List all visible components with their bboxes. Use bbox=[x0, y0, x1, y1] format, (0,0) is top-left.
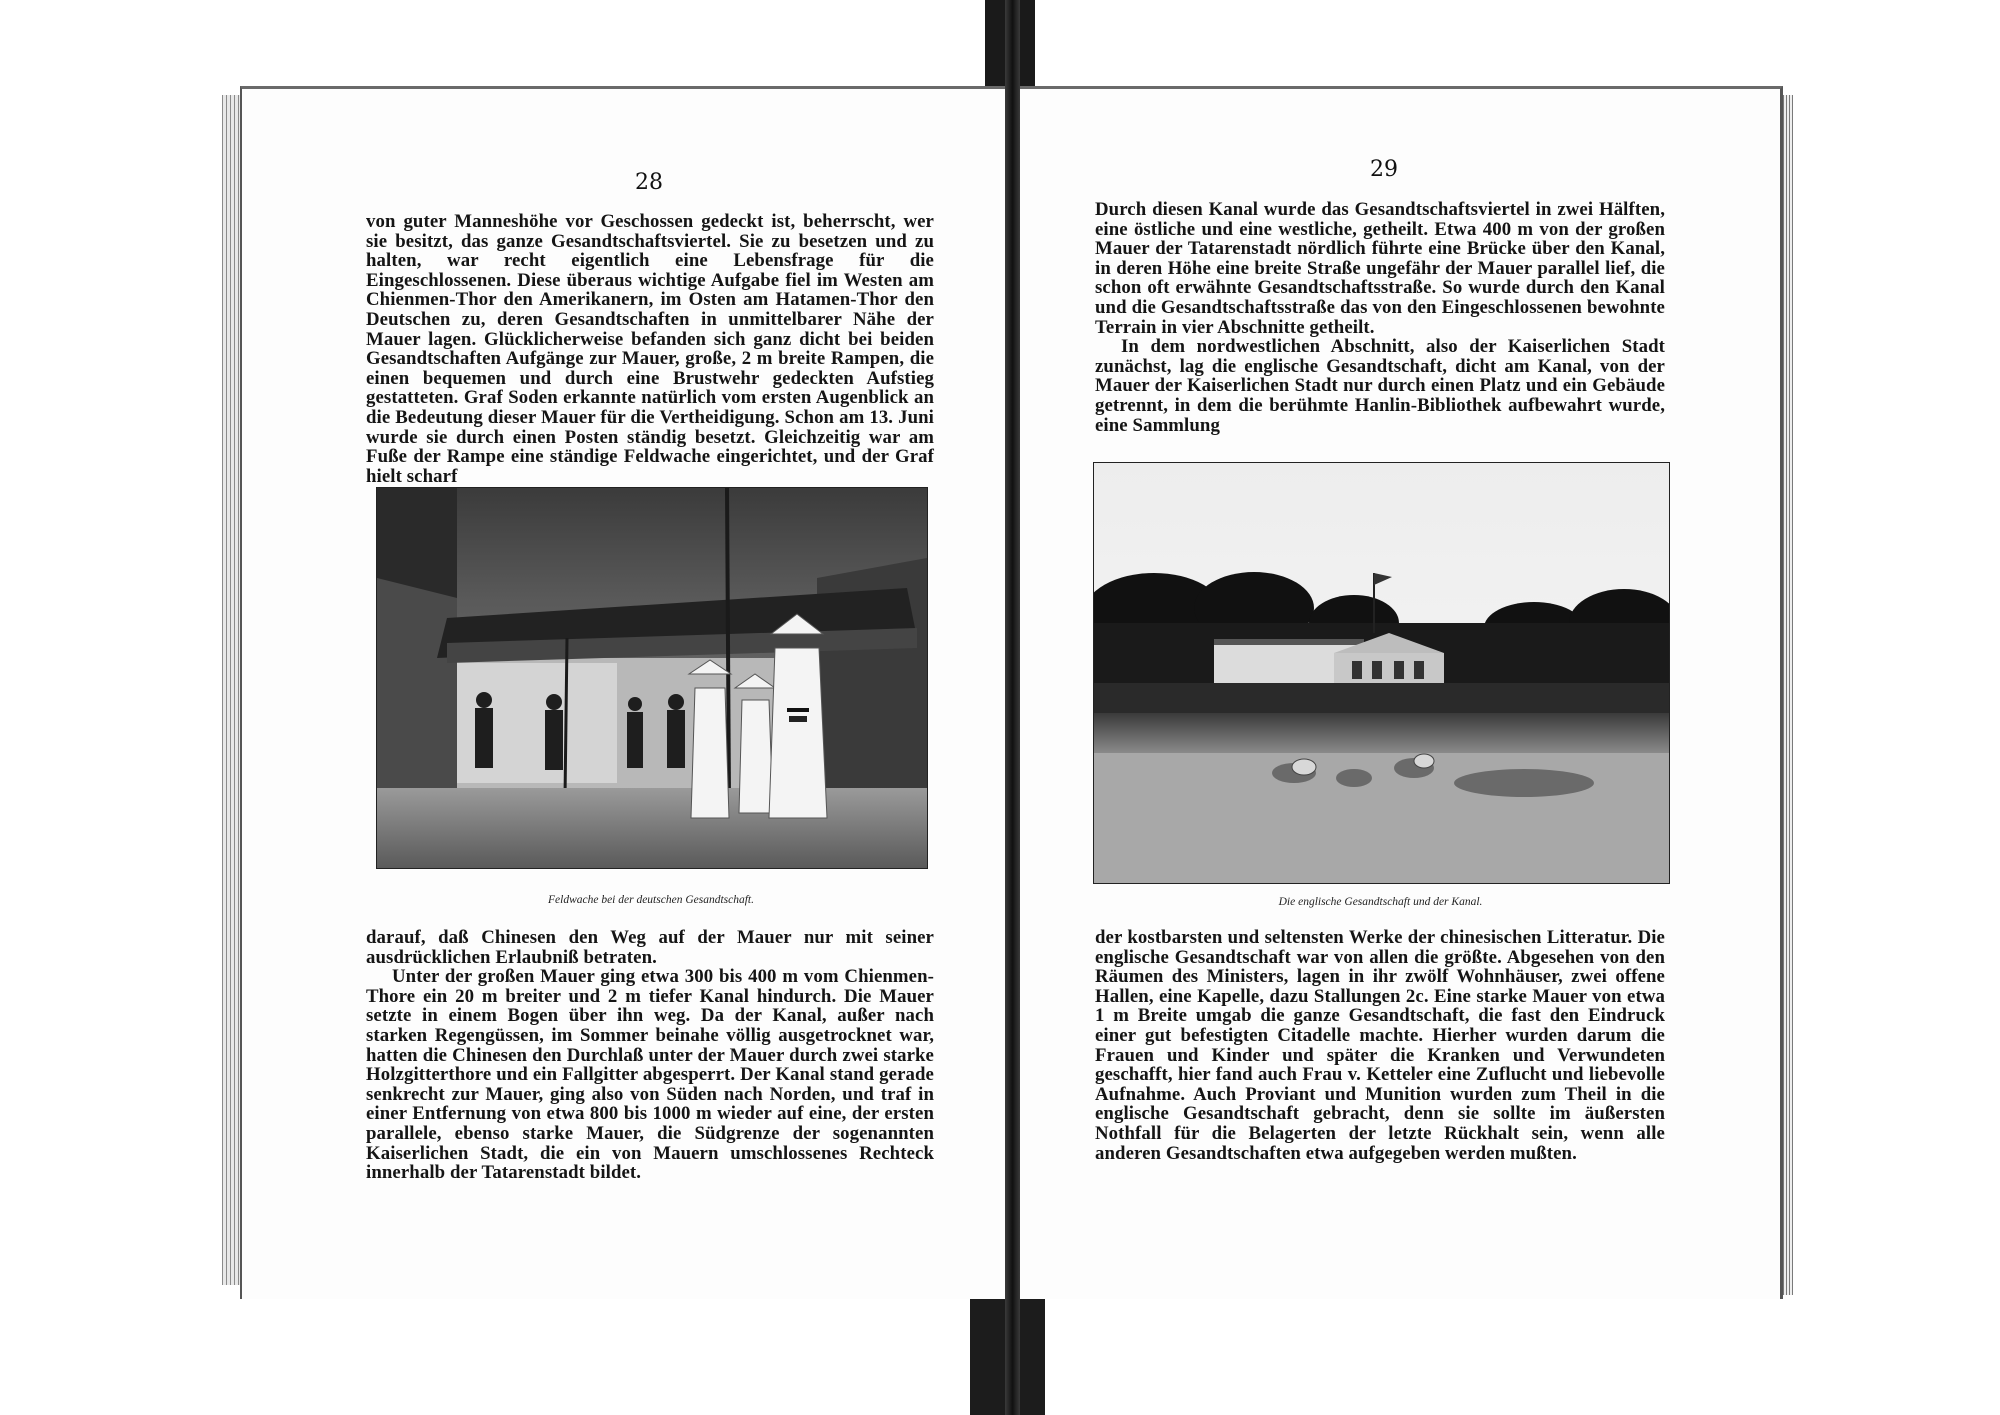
paragraph: darauf, daß Chinesen den Weg auf der Mauer nur mit seiner ausdrücklichen Erlaubniß betraten. bbox=[366, 927, 934, 968]
photo-field-guard bbox=[376, 487, 928, 869]
figure-caption-right: Die englische Gesandtschaft und der Kanal. bbox=[1278, 896, 1483, 908]
paragraph: Durch diesen Kanal wurde das Gesandtschaftsviertel in zwei Hälften, eine östliche und eine westliche, getheilt. Etwa 400 m von der großen Mauer der Tatarenstadt nördlich führte eine Brücke über den Kanal, in deren Höhe eine breite Straße ungefähr der Mauer parallel lief, die schon oft erwähnte Gesandtschaftsstraße. So wurde durch den Kanal und die Gesandtschaftsstraße das von den Eingeschlossenen bewohnte Terrain in vier Abschnitte getheilt. bbox=[1095, 199, 1665, 338]
paragraph: In dem nordwestlichen Abschnitt, also der Kaiserlichen Stadt zunächst, lag die englische Gesandtschaft, dicht am Kanal, von der Mauer der Kaiserlichen Stadt nur durch einen Platz und ein Gebäude getrennt, in dem die berühmte Hanlin-Bibliothek aufbewahrt wurde, eine Sammlung bbox=[1095, 336, 1665, 436]
book-spine bbox=[1005, 0, 1020, 1415]
page-number-right: 29 bbox=[1370, 157, 1398, 182]
page-stack-edge bbox=[222, 95, 240, 1285]
paragraph: der kostbarsten und seltensten Werke der chinesischen Litteratur. Die englische Gesandtschaft war von allen die größte. Abgesehen von den Räumen des Ministers, lagen in ihr zwölf Wohnhäuser, zwei offene Hallen, eine Kapelle, dazu Stallungen 2c. Eine starke Mauer von etwa 1 m Breite umgab die ganze Gesandtschaft, die fast den Eindruck einer gut befestigten Citadelle machte. Hierher wurden darum die Frauen und Kinder und später die Kranken und Verwundeten geschafft, hier fand auch Frau v. Ketteler eine Zuflucht und liebevolle Aufnahme. Auch Proviant und Munition wurden zum Theil in die englische Gesandtschaft gebracht, denn sie sollte im äußersten Nothfall für die Belagerten der letzte Rückhalt sein, wenn alle anderen Gesandtschaften etwa aufgegeben werden mußten. bbox=[1095, 927, 1665, 1164]
page-number-left: 28 bbox=[635, 170, 663, 195]
right-page-edge bbox=[1783, 95, 1793, 1295]
right-text-top bbox=[1095, 200, 1665, 435]
paragraph: Unter der großen Mauer ging etwa 300 bis 400 m vom Chienmen-Thore ein 20 m breiter und 2 m tiefer Kanal hindurch. Die Mauer setzte in einem Bogen über ihn weg. Da der Kanal, außer nach starken Regengüssen, im Sommer beinahe völlig ausgetrocknet war, hatten die Chinesen den Durchlaß unter der Mauer durch zwei starke Holzgitterthore und ein Fallgitter abgesperrt. Der Kanal stand gerade senkrecht zur Mauer, ging also von Süden nach Norden, und traf in einer Entfernung von etwa 800 bis 1000 m wieder auf eine, der ersten parallele, ebenso starke Mauer, die Südgrenze der sogenannten Kaiserlichen Stadt, die ein von Mauern umschlossenes Rechteck innerhalb der Tatarenstadt bildet. bbox=[366, 966, 934, 1184]
right-text-bottom bbox=[1095, 928, 1665, 1163]
left-text-top bbox=[366, 212, 934, 486]
photo-english-legation bbox=[1093, 462, 1670, 884]
paragraph: von guter Manneshöhe vor Geschossen gedeckt ist, beherrscht, wer sie besitzt, das ganze Gesandtschaftsviertel. Sie zu besetzen und zu halten, war recht eigentlich eine Lebensfrage für die Eingeschlossenen. Diese überaus wichtige Aufgabe fiel im Westen am Chienmen-Thor den Amerikanern, im Osten am Hatamen-Thor den Deutschen zu, deren Gesandtschaften in unmittelbarer Nähe der Mauer lagen. Glücklicherweise befanden sich ganz dicht bei beiden Gesandtschaften Aufgänge zur Mauer, große, 2 m breite Rampen, die einen bequemen und durch eine Brustwehr gedeckten Aufstieg gestatteten. Graf Soden erkannte natürlich vom ersten Augenblick an die Bedeutung dieser Mauer für die Vertheidigung. Schon am 13. Juni wurde sie durch einen Posten ständig besetzt. Gleichzeitig war am Fuße der Rampe eine ständige Feldwache eingerichtet, und der Graf hielt scharf bbox=[366, 211, 934, 487]
left-text-bottom bbox=[366, 928, 934, 1183]
figure-caption-left: Feldwache bei der deutschen Gesandtschaft. bbox=[548, 894, 754, 906]
photo-field-guard-image bbox=[377, 488, 927, 868]
photo-english-legation-image bbox=[1094, 463, 1669, 883]
